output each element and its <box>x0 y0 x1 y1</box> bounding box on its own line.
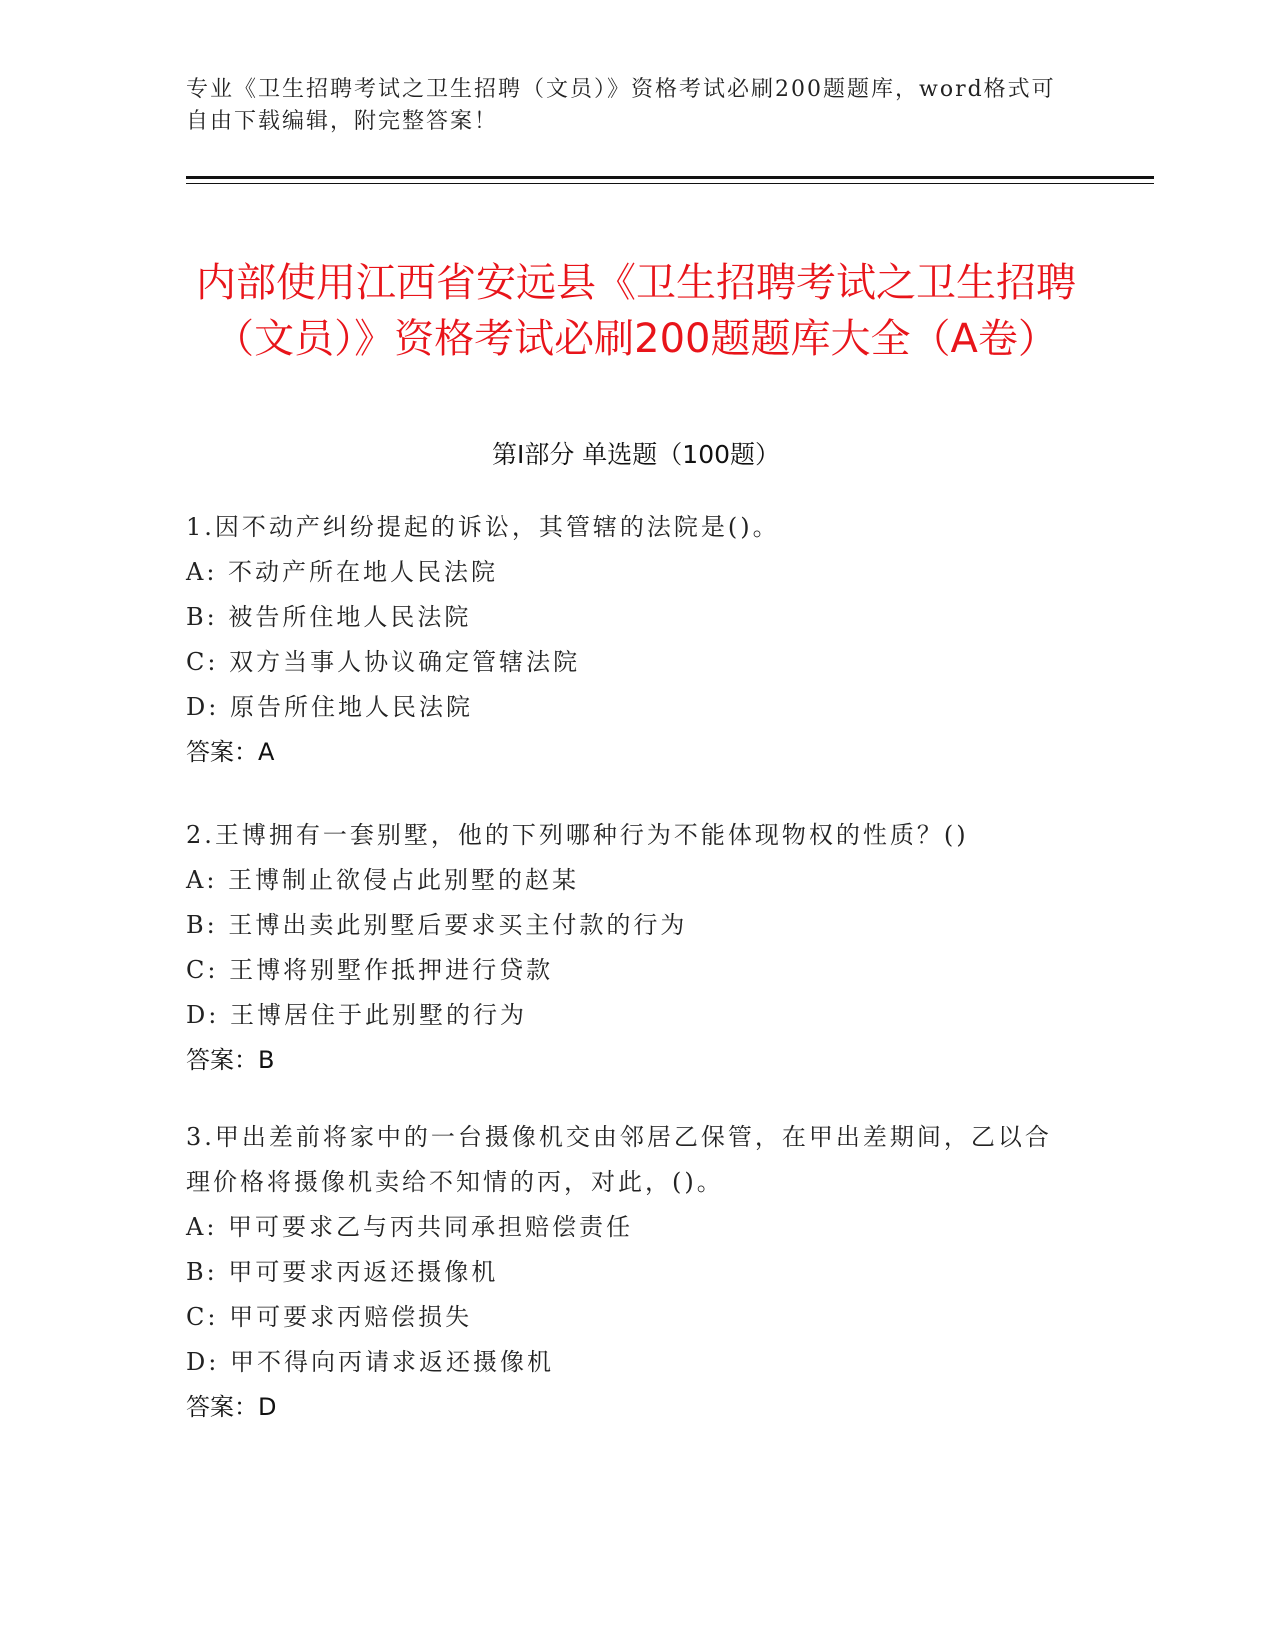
option-d: D: 甲不得向丙请求返还摄像机 <box>186 1348 554 1376</box>
section-heading: 第I部分 单选题（100题） <box>491 440 781 469</box>
question-stem: 3.甲出差前将家中的一台摄像机交由邻居乙保管，在甲出差期间，乙以合理价格将摄像机卖给不知情的丙，对此，()。 <box>186 1123 1052 1196</box>
option-b: B: 甲可要求丙返还摄像机 <box>186 1258 499 1286</box>
option-a: A: 甲可要求乙与丙共同承担赔偿责任 <box>186 1213 634 1241</box>
option-b: B: 被告所住地人民法院 <box>186 603 472 631</box>
question-3 <box>186 1115 1066 1430</box>
header-rule-thick <box>186 176 1154 179</box>
option-b: B: 王博出卖此别墅后要求买主付款的行为 <box>186 911 688 939</box>
answer: 答案：A <box>186 738 275 766</box>
header-note: 专业《卫生招聘考试之卫生招聘（文员）》资格考试必刷200题题库，word格式可自由下载编辑，附完整答案！ <box>186 77 1056 134</box>
option-a: A: 王博制止欲侵占此别墅的赵某 <box>186 866 580 894</box>
question-1 <box>186 505 1066 775</box>
question-2 <box>186 813 1066 1083</box>
document-title: 内部使用江西省安远县《卫生招聘考试之卫生招聘（文员）》资格考试必刷200题题库大全（A卷） <box>196 259 1076 362</box>
answer: 答案：B <box>186 1046 275 1074</box>
option-d: D: 王博居住于此别墅的行为 <box>186 1001 527 1029</box>
option-c: C: 双方当事人协议确定管辖法院 <box>186 648 581 676</box>
option-a: A: 不动产所在地人民法院 <box>186 558 499 586</box>
question-stem: 2.王博拥有一套别墅，他的下列哪种行为不能体现物权的性质？() <box>186 821 969 849</box>
option-d: D: 原告所住地人民法院 <box>186 693 473 721</box>
question-stem: 1.因不动产纠纷提起的诉讼，其管辖的法院是()。 <box>186 513 780 541</box>
option-c: C: 王博将别墅作抵押进行贷款 <box>186 956 554 984</box>
answer: 答案：D <box>186 1393 277 1421</box>
option-c: C: 甲可要求丙赔偿损失 <box>186 1303 473 1331</box>
header-rule-thin <box>186 183 1154 184</box>
